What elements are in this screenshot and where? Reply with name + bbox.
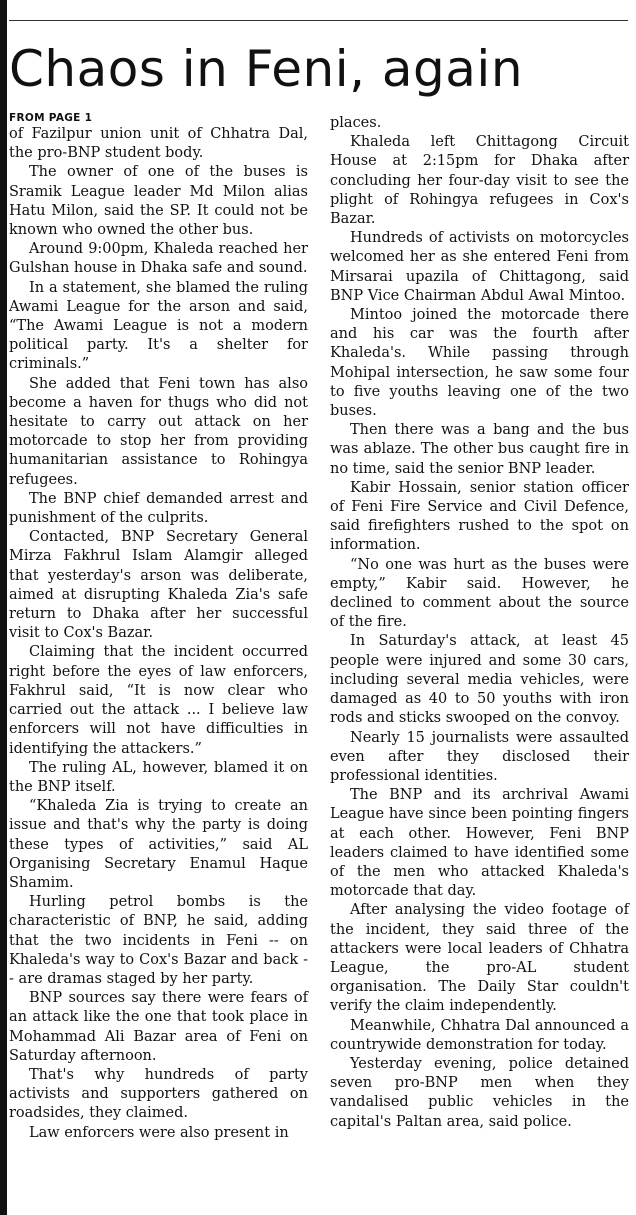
paragraph: Then there was a bang and the bus was ablaze. The other bus caught fire in no time, said the senior BNP leader. <box>330 422 629 477</box>
paragraph: Nearly 15 journalists were assaulted even after they disclosed their professional identities. <box>330 729 629 784</box>
paragraph: The BNP chief demanded arrest and punishment of the culprits. <box>9 490 308 527</box>
paragraph: The BNP and its archrival Awami League have since been pointing fingers at each other. However, Feni BNP leaders claimed to have identified some of the men who attacked Khaleda's motorcade that day. <box>330 787 629 900</box>
left-edge-bar <box>0 0 7 1215</box>
paragraph: Claiming that the incident occurred right before the eyes of law enforcers, Fakhrul said, “It is now clear who carried out the attack ... I believe law enforcers will not have difficulties in identifying the attackers.” <box>9 644 308 757</box>
paragraph: Contacted, BNP Secretary General Mirza Fakhrul Islam Alamgir alleged that yesterday's arson was deliberate, aimed at disrupting Khaleda Zia's safe return to Dhaka after her successful visit to Cox's Bazar. <box>9 529 308 642</box>
left-column <box>9 112 308 1143</box>
headline: Chaos in Feni, again <box>9 40 524 98</box>
paragraph: The ruling AL, however, blamed it on the BNP itself. <box>9 759 308 795</box>
paragraph: Hundreds of activists on motorcycles welcomed her as she entered Feni from Mirsarai upazila of Chittagong, said BNP Vice Chairman Abdul Awal Mintoo. <box>330 230 629 304</box>
top-rule <box>9 20 628 21</box>
jump-label: FROM PAGE 1 <box>9 112 93 124</box>
paragraph: Around 9:00pm, Khaleda reached her Gulshan house in Dhaka safe and sound. <box>9 241 308 277</box>
paragraph: “No one was hurt as the buses were empty,” Kabir said. However, he declined to comment about the source of the fire. <box>330 556 629 631</box>
paragraph: Hurling petrol bombs is the characteristic of BNP, he said, adding that the two incidents in Feni -- on Khaleda's way to Cox's Bazar and back -- are dramas staged by her party. <box>9 894 308 987</box>
paragraph: After analysing the video footage of the incident, they said three of the attackers were local leaders of Chhatra League, the pro-AL student organisation. The Daily Star couldn't verify the claim independently. <box>330 902 629 1015</box>
paragraph: Mintoo joined the motorcade there and his car was the fourth after Khaleda's. While passing through Mohipal intersection, he saw some four to five youths leaving one of the two buses. <box>330 307 629 420</box>
right-column <box>330 114 629 1132</box>
paragraph: In Saturday's attack, at least 45 people were injured and some 30 cars, including several media vehicles, were damaged as 40 to 50 youths with iron rods and sticks swooped on the convoy. <box>330 633 629 727</box>
paragraph: That's why hundreds of party activists and supporters gathered on roadsides, they claimed. <box>9 1066 308 1122</box>
paragraph: She added that Feni town has also become a haven for thugs who did not hesitate to carry out attack on her motorcade to stop her from providing humanitarian assistance to Rohingya refugees. <box>9 375 308 488</box>
paragraph: In a statement, she blamed the ruling Awami League for the arson and said, “The Awami League is not a modern political party. It's a shelter for criminals.” <box>9 279 308 373</box>
paragraph: Yesterday evening, police detained seven pro-BNP men when they vandalised public vehicles in the capital's Paltan area, said police. <box>330 1055 629 1130</box>
paragraph: The owner of one of the buses is Sramik League leader Md Milon alias Hatu Milon, said the SP. It could not be known who owned the other bus. <box>9 164 308 239</box>
paragraph: Kabir Hossain, senior station officer of Feni Fire Service and Civil Defence, said firefighters rushed to the spot on information. <box>330 479 629 554</box>
paragraph: “Khaleda Zia is trying to create an issue and that's why the party is doing these types of activities,” said AL Organising Secretary Enamul Haque Shamim. <box>9 798 308 891</box>
paragraph: places. <box>330 115 382 131</box>
paragraph: Khaleda left Chittagong Circuit House at 2:15pm for Dhaka after concluding her four-day visit to see the plight of Rohingya refugees in Cox's Bazar. <box>330 134 629 228</box>
paragraph: Law enforcers were also present in <box>29 1124 289 1141</box>
paragraph: Meanwhile, Chhatra Dal announced a countrywide demonstration for today. <box>330 1017 629 1053</box>
paragraph: BNP sources say there were fears of an attack like the one that took place in Mohammad Ali Bazar area of Feni on Saturday afternoon. <box>9 990 308 1064</box>
paragraph: of Fazilpur union unit of Chhatra Dal, the pro-BNP student body. <box>9 126 308 162</box>
